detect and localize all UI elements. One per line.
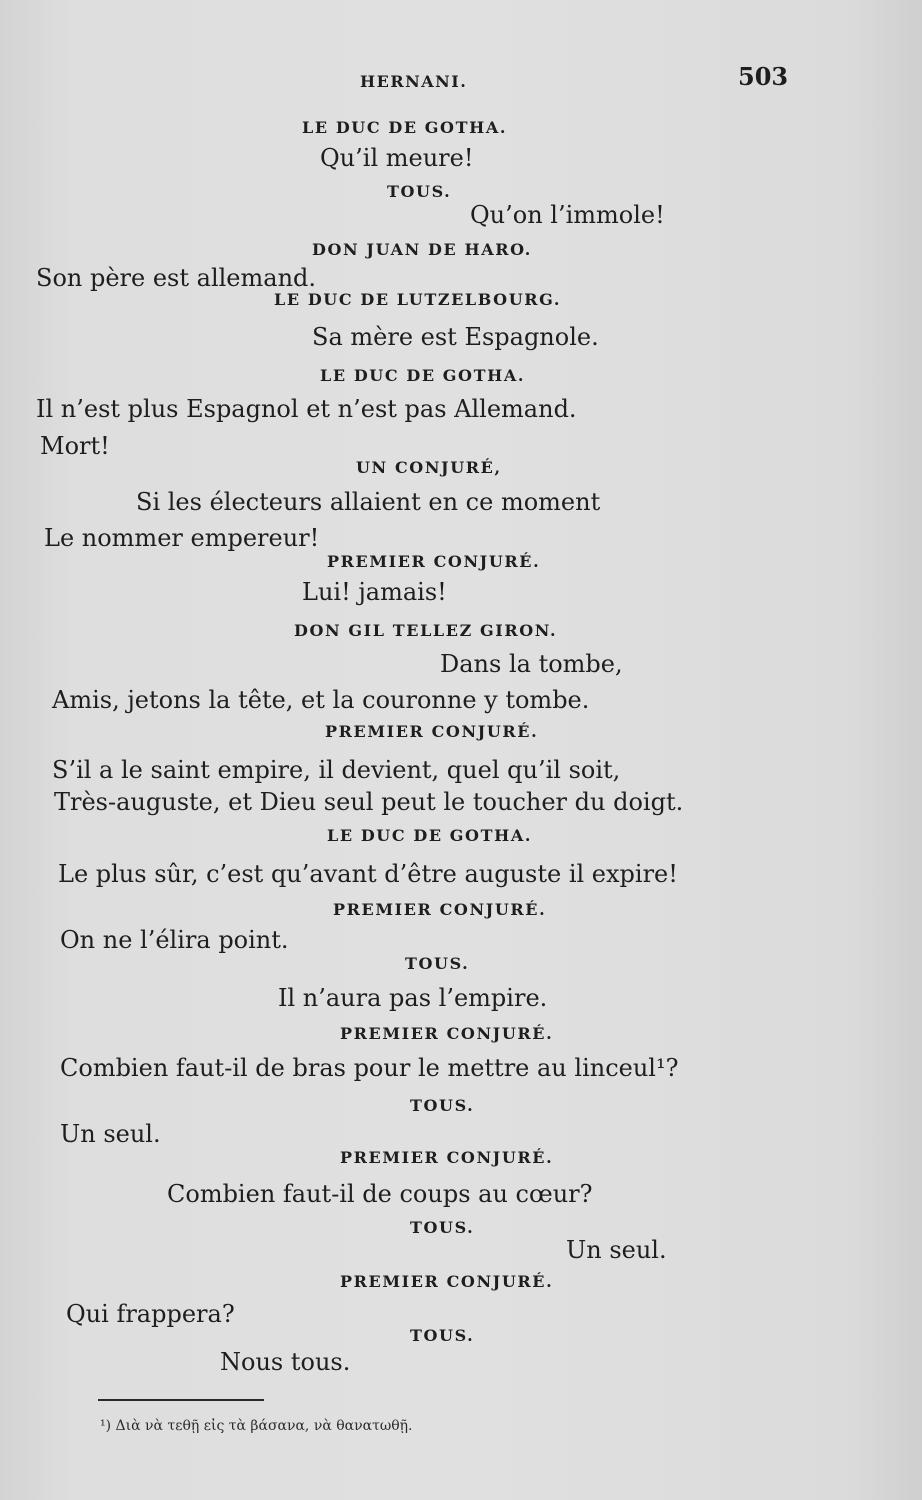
speaker-name: PREMIER CONJURÉ. <box>333 900 547 919</box>
speaker-name: UN CONJURÉ, <box>356 458 502 477</box>
speaker-name: PREMIER CONJURÉ. <box>327 552 541 571</box>
verse-line: Le plus sûr, c’est qu’avant d’être auguste il expire! <box>58 860 678 888</box>
speaker-name: LE DUC DE LUTZELBOURG. <box>274 290 562 309</box>
verse-line: On ne l’élira point. <box>60 926 289 954</box>
speaker-name: TOUS. <box>387 182 452 201</box>
verse-line: Il n’est plus Espagnol et n’est pas Allemand. <box>36 395 577 423</box>
speaker-name: DON GIL TELLEZ GIRON. <box>294 621 558 640</box>
verse-line: Qu’on l’immole! <box>470 201 665 229</box>
verse-line: Son père est allemand. <box>36 264 317 292</box>
speaker-name: PREMIER CONJURÉ. <box>325 722 539 741</box>
verse-line: Il n’aura pas l’empire. <box>278 984 548 1012</box>
verse-line: Lui! jamais! <box>302 578 447 606</box>
speaker-name: TOUS. <box>410 1096 475 1115</box>
verse-line: Amis, jetons la tête, et la couronne y tombe. <box>52 686 590 714</box>
verse-line: Qui frappera? <box>66 1300 235 1328</box>
verse-line: Dans la tombe, <box>440 650 623 678</box>
speaker-name: TOUS. <box>410 1326 475 1345</box>
speaker-name: PREMIER CONJURÉ. <box>340 1024 554 1043</box>
speaker-name: LE DUC DE GOTHA. <box>320 366 525 385</box>
verse-line: Combien faut-il de coups au cœur? <box>167 1180 593 1208</box>
verse-line: Si les électeurs allaient en ce moment <box>136 488 601 516</box>
speaker-name: LE DUC DE GOTHA. <box>302 118 507 137</box>
verse-line: Nous tous. <box>220 1348 351 1376</box>
running-title: HERNANI. <box>360 72 468 91</box>
speaker-name: PREMIER CONJURÉ. <box>340 1148 554 1167</box>
speaker-name: LE DUC DE GOTHA. <box>327 826 532 845</box>
speaker-name: PREMIER CONJURÉ. <box>340 1272 554 1291</box>
speaker-name: DON JUAN DE HARO. <box>312 240 532 259</box>
verse-line: Un seul. <box>566 1236 667 1264</box>
speaker-name: TOUS. <box>405 954 470 973</box>
footnote-rule <box>98 1399 264 1401</box>
footnote: ¹) Διὰ νὰ τεθῇ εἰς τὰ βάσανα, νὰ θανατωθῇ. <box>100 1418 413 1434</box>
verse-line: Qu’il meure! <box>320 144 474 172</box>
verse-line: Un seul. <box>60 1120 161 1148</box>
verse-line: Le nommer empereur! <box>44 524 320 552</box>
verse-line: Combien faut-il de bras pour le mettre au linceul¹? <box>60 1054 679 1082</box>
verse-line: S’il a le saint empire, il devient, quel qu’il soit, <box>52 756 621 784</box>
verse-line: Sa mère est Espagnole. <box>312 323 599 351</box>
speaker-name: TOUS. <box>410 1218 475 1237</box>
page-number: 503 <box>738 62 789 91</box>
verse-line: Mort! <box>40 432 110 460</box>
verse-line: Très-auguste, et Dieu seul peut le toucher du doigt. <box>54 788 684 816</box>
